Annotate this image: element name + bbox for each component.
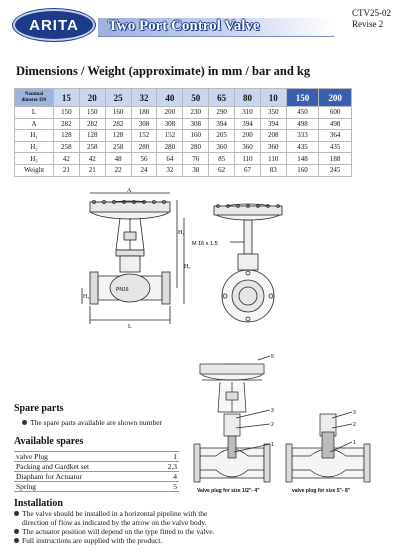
table-cell: 435 <box>286 141 319 153</box>
table-cell: 32 <box>157 164 183 176</box>
document-title: Two Port Control Valve <box>108 18 260 34</box>
table-cell: 205 <box>209 130 235 142</box>
table-cell: 128 <box>79 130 105 142</box>
table-cell: 160 <box>286 164 319 176</box>
row-label: H₂ <box>15 141 54 153</box>
row-label: H₃ <box>15 153 54 165</box>
table-cell: 160 <box>183 130 209 142</box>
table-row <box>14 462 179 472</box>
table-cell: 258 <box>79 141 105 153</box>
table-cell: 258 <box>54 141 80 153</box>
table-cell: 360 <box>235 141 261 153</box>
caption-large-plug: valve plug for size 5"- 8" <box>292 488 351 494</box>
table-cell: 282 <box>105 118 131 130</box>
spare-parts-note-text: The spare parts available are shown number <box>30 418 163 427</box>
table-cell: 498 <box>286 118 319 130</box>
arita-logo <box>13 9 95 41</box>
installation-line: Full instructions are supplied with the product. <box>22 536 163 545</box>
row-label: L <box>15 107 54 119</box>
dim-label-h2: H₂ <box>184 264 190 270</box>
installation-text <box>14 509 304 545</box>
available-spares-table <box>14 451 179 492</box>
table-row <box>14 482 179 492</box>
table-cell: 200 <box>235 130 261 142</box>
spare-parts-note <box>22 418 162 427</box>
size-header: 150 <box>286 89 319 107</box>
doc-reference <box>352 8 391 30</box>
installation-heading: Installation <box>14 498 63 509</box>
table-cell: 110 <box>235 153 261 165</box>
table-row <box>15 107 352 119</box>
table-cell: 360 <box>209 141 235 153</box>
doc-revision: Revise 2 <box>352 19 384 29</box>
table-cell: 160 <box>105 107 131 119</box>
corner-label-dn: dimeter DN <box>21 97 47 103</box>
table-cell: 22 <box>105 164 131 176</box>
pn-marking: PN16 <box>116 287 129 293</box>
caption-small-plug: Valve plug for size 1/2"- 4" <box>197 488 260 494</box>
spare-number: 5 <box>151 482 179 492</box>
table-cell: 42 <box>54 153 80 165</box>
table-header-row <box>15 89 352 107</box>
table-cell: 21 <box>79 164 105 176</box>
table-cell: 200 <box>157 107 183 119</box>
callout-2-right: 2 <box>353 422 356 428</box>
dim-label-l: L <box>128 324 132 330</box>
corner-cell <box>15 89 54 107</box>
table-cell: 62 <box>209 164 235 176</box>
size-header: 32 <box>131 89 157 107</box>
table-cell: 394 <box>260 118 286 130</box>
callout-3-right: 3 <box>353 410 356 416</box>
spare-number: 1 <box>151 452 179 462</box>
bullet-icon <box>14 538 19 543</box>
size-header: 25 <box>105 89 131 107</box>
valve-side-view-drawing <box>190 198 290 330</box>
spare-name: Spring <box>14 482 151 492</box>
spare-name: valve Plug <box>14 452 151 462</box>
size-header: 20 <box>79 89 105 107</box>
size-header: 10 <box>260 89 286 107</box>
table-cell: 258 <box>105 141 131 153</box>
table-cell: 188 <box>319 153 352 165</box>
available-spares-heading: Available spares <box>14 436 84 447</box>
table-cell: 150 <box>54 107 80 119</box>
row-label: Weight <box>15 164 54 176</box>
size-header: 200 <box>319 89 352 107</box>
table-row <box>14 472 179 482</box>
dimensions-table-body <box>15 107 352 177</box>
table-cell: 230 <box>183 107 209 119</box>
table-cell: 350 <box>260 107 286 119</box>
table-cell: 600 <box>319 107 352 119</box>
installation-line: The actuator position will depend on the type fitted to the valve. <box>22 527 215 536</box>
row-label: A <box>15 118 54 130</box>
table-cell: 280 <box>131 141 157 153</box>
callout-1-right: 1 <box>353 440 356 446</box>
table-cell: 42 <box>79 153 105 165</box>
table-row <box>15 141 352 153</box>
thread-label: M 16 x 1.5 <box>192 241 218 247</box>
table-cell: 308 <box>131 118 157 130</box>
dimensions-heading: Dimensions / Weight (approximate) in mm / bar and kg <box>16 64 311 78</box>
callout-5: 5 <box>271 354 274 360</box>
list-item <box>14 536 304 545</box>
dim-label-h3: H₃ <box>83 294 90 300</box>
table-cell: 48 <box>105 153 131 165</box>
size-header: 15 <box>54 89 80 107</box>
table-cell: 150 <box>79 107 105 119</box>
doc-code: CTV25-02 <box>352 8 391 18</box>
spare-number: 4 <box>151 472 179 482</box>
table-cell: 394 <box>235 118 261 130</box>
bullet-icon <box>14 511 19 516</box>
table-row <box>15 164 352 176</box>
logo-text: ARITA <box>29 16 79 34</box>
table-row <box>15 130 352 142</box>
table-cell: 282 <box>54 118 80 130</box>
callout-1: 1 <box>271 442 274 448</box>
spare-parts-drawing <box>192 352 397 498</box>
table-cell: 180 <box>131 107 157 119</box>
table-cell: 435 <box>319 141 352 153</box>
spare-parts-heading: Spare parts <box>14 403 64 414</box>
installation-line: direction of flow as indicated by the arrow on the valve body. <box>22 518 207 527</box>
row-label: H₁ <box>15 130 54 142</box>
dimensions-table <box>14 88 352 177</box>
table-cell: 208 <box>260 130 286 142</box>
table-cell: 56 <box>131 153 157 165</box>
spare-name: Packing and Gardket set <box>14 462 151 472</box>
table-cell: 21 <box>54 164 80 176</box>
callout-2: 2 <box>271 422 274 428</box>
table-cell: 152 <box>131 130 157 142</box>
table-row <box>14 452 179 462</box>
callout-3: 3 <box>271 408 274 414</box>
table-cell: 290 <box>209 107 235 119</box>
size-header: 80 <box>235 89 261 107</box>
dim-label-h1: H₁ <box>178 230 185 236</box>
table-cell: 24 <box>131 164 157 176</box>
list-item <box>14 509 304 518</box>
spare-name: Diapham for Actuator <box>14 472 151 482</box>
table-cell: 85 <box>209 153 235 165</box>
table-cell: 282 <box>79 118 105 130</box>
table-cell: 110 <box>260 153 286 165</box>
table-cell: 394 <box>209 118 235 130</box>
table-cell: 148 <box>286 153 319 165</box>
table-cell: 38 <box>183 164 209 176</box>
table-cell: 498 <box>319 118 352 130</box>
table-cell: 364 <box>319 130 352 142</box>
table-cell: 76 <box>183 153 209 165</box>
title-banner <box>98 18 334 37</box>
table-cell: 308 <box>157 118 183 130</box>
table-cell: 333 <box>286 130 319 142</box>
table-cell: 128 <box>54 130 80 142</box>
table-cell: 64 <box>157 153 183 165</box>
table-cell: 360 <box>260 141 286 153</box>
list-item <box>14 527 304 536</box>
list-item <box>14 518 304 527</box>
table-cell: 280 <box>157 141 183 153</box>
size-header: 40 <box>157 89 183 107</box>
bullet-icon <box>22 420 27 425</box>
table-cell: 308 <box>183 118 209 130</box>
installation-line: The valve should be installed in a horizontal pipeline with the <box>22 509 208 518</box>
valve-front-view-drawing <box>80 188 190 338</box>
table-cell: 450 <box>286 107 319 119</box>
table-cell: 245 <box>319 164 352 176</box>
table-cell: 67 <box>235 164 261 176</box>
spare-number: 2,3 <box>151 462 179 472</box>
size-header: 65 <box>209 89 235 107</box>
table-row <box>15 153 352 165</box>
size-header: 50 <box>183 89 209 107</box>
table-cell: 310 <box>235 107 261 119</box>
table-row <box>15 118 352 130</box>
table-cell: 152 <box>157 130 183 142</box>
table-cell: 128 <box>105 130 131 142</box>
table-cell: 280 <box>183 141 209 153</box>
dim-label-a: A <box>127 188 132 194</box>
table-cell: 83 <box>260 164 286 176</box>
bullet-icon <box>14 529 19 534</box>
corner-label-nominal: Nominal <box>24 91 44 97</box>
